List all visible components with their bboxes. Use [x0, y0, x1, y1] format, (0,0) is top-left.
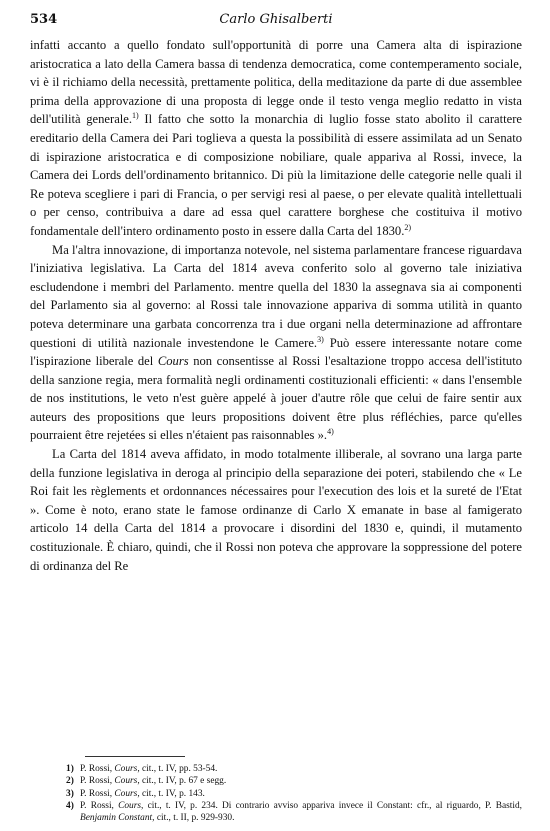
- footnote-reference: 2): [404, 222, 412, 232]
- footnote: [66, 775, 522, 787]
- footnote: [66, 800, 522, 825]
- text-run: P. Rossi,: [80, 800, 119, 811]
- italic-text: Cours: [114, 764, 138, 774]
- italic-text: Cours: [114, 788, 138, 799]
- italic-text: Cours: [157, 354, 189, 369]
- text-run: infatti accanto a quello fondato sull'opportunità di porre una Camera alta di ispirazione aristocratica a lato della Camera bassa di tendenza democratica, come contemperamento sociale, vi è il richiamo della necessità, prettamente politica, della meditazione da parte di due assemblee prima della approvazione di una proposta di legge onde il testo venga meglio redatto in vista dell'utilità generale.: [30, 38, 522, 127]
- footnote-divider: [85, 756, 185, 757]
- footnotes: [30, 763, 522, 824]
- footnote-marker: 3): [66, 788, 74, 799]
- text-run: P. Rossi,: [80, 776, 115, 787]
- body-text: [30, 36, 522, 575]
- paragraph: [30, 36, 522, 241]
- page-number: 534: [30, 12, 58, 27]
- footnote-reference: 1): [132, 111, 139, 121]
- text-run: Può essere interessante notare come l'ispirazione liberale del: [30, 335, 522, 369]
- text-run: La Carta del 1814 aveva affidato, in modo totalmente illiberale, al sovrano una larga parte della funzione legislativa in deroga al principio della separazione dei poteri, stabilendo che « Le Roi fait les règlements et ordonnances nécessaires pour l'execution des lois et la sureté de l'Etat ». Come è noto, erano state le famose ordinanze di Carlo X emanate in base al famigerato articolo 14 della Carta del 1814 a provocare i disordini del 1830 e, quindi, il mutamento costituzionale. È chiaro, quindi, che il Rossi non poteva che approvare la soppressione del potere di ordinanza del Re: [30, 447, 522, 573]
- italic-text: Cours: [114, 776, 138, 787]
- footnote-reference: 4): [327, 427, 334, 437]
- italic-text: Cours: [118, 800, 142, 811]
- page-header: [30, 12, 522, 32]
- running-title: Carlo Ghisalberti: [219, 12, 333, 27]
- footnote: [66, 763, 522, 775]
- text-run: , cit., t. IV, p. 143.: [137, 788, 205, 799]
- text-run: Il fatto che sotto la monarchia di luglio fosse stato abolito il carattere ereditario della Camera dei Pari toglieva a questa la possibilità di essere assimilata ad un Senato di ispirazione aristocratica e di composizione nobiliare, quale appariva al Rossi, invece, la Camera dei Lords dell'ordinamento britannico. Di più la limitazione delle categorie nelle quali il Re poteva scegliere i pari di Francia, o per servigi resi al paese, o per elevate qualità intellettuali o per censo, contribuiva a dare ad essa quel carattere borghese che costituiva il motivo fondamentale dell'intero ordinamento posto in essere dalla Carta del 1830.: [30, 112, 522, 238]
- footnote-marker: 2): [66, 776, 74, 787]
- footnote-marker: 4): [66, 800, 74, 811]
- italic-text: Benjamin Constant: [80, 813, 153, 824]
- text-run: non consentisse al Rossi l'esaltazione troppo accesa dell'istituto della sanzione regia, mera formalità negli ordinamenti costituzionali efficienti: « dans l'ensemble de nos institutions, le veto n'est guère appelé à jouer d'autre rôle que celui de faire sentir aux auteurs des propositions que leurs propositions doivent être plus réfléchies, parce qu'elles pourraient être rejetées si elles n'étaient pas raisonnables ».: [30, 354, 523, 443]
- text-run: Ma l'altra innovazione, di importanza notevole, nel sistema parlamentare francese riguardava l'iniziativa legislativa. La Carta del 1814 aveva conferito solo al governo tale iniziativa escludendone i membri del Parlamento. mentre quella del 1830 la assegnava sia ai componenti del Parlamento sia al governo: al Rossi tale innovazione appariva di somma utilità in quanto poteva determinare una garbata concorrenza tra i due organi nella determinazione ad affrontare questioni di utilità nazionale investendone le Camere.: [30, 242, 522, 350]
- text-run: , cit., t. IV, p. 234. Di contrario avviso appariva invece il Constant: cfr., al riguardo, P. Bastid,: [141, 800, 522, 811]
- text-run: P. Rossi,: [80, 788, 115, 799]
- text-run: , cit., t. II, p. 929-930.: [152, 813, 235, 824]
- footnote: [66, 788, 522, 800]
- text-run: , cit., t. IV, p. 67 e segg.: [137, 776, 227, 787]
- text-run: , cit., t. IV, pp. 53-54.: [137, 764, 218, 774]
- text-run: P. Rossi,: [80, 764, 115, 774]
- footnote-marker: 1): [66, 764, 74, 774]
- paragraph: [30, 445, 522, 575]
- footnote-reference: 3): [317, 334, 324, 344]
- paragraph: [30, 241, 522, 446]
